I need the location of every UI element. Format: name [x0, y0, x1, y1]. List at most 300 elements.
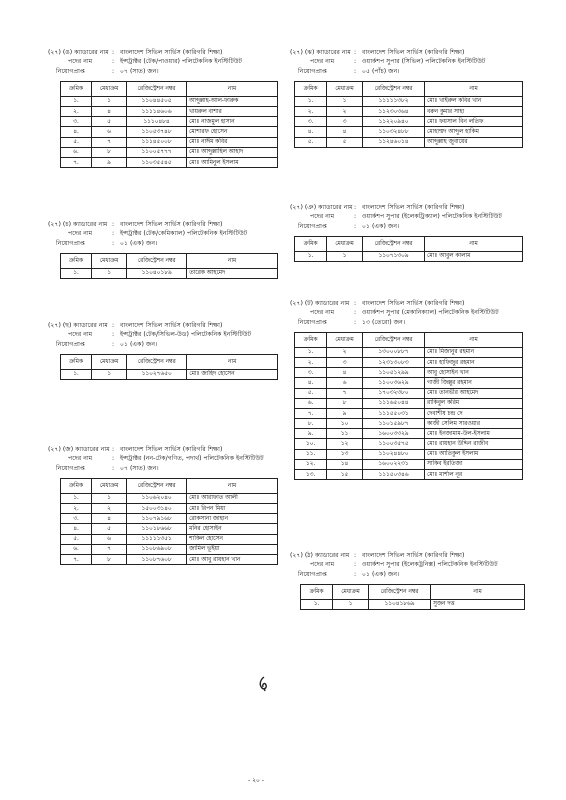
registration-header: রেজিস্ট্রেশন নম্বর [127, 478, 187, 493]
registration-header: রেজিস্ট্রেশন নম্বর [127, 253, 187, 268]
appointee-table [60, 81, 278, 168]
merit-cell: ৪ [91, 106, 126, 116]
table-row [295, 459, 523, 469]
merit-cell: ৫ [91, 117, 126, 127]
registration-cell: ১১০৮৬৯০৮ [127, 544, 187, 554]
cader-name: বাংলাদেশ সিভিল সার্ভিস (কারিগরি শিক্ষা) [120, 446, 223, 453]
appointee-table [60, 478, 278, 565]
required-label: নিয়োগপ্রাপ্ত [56, 341, 85, 349]
name-cell: আব্দুল্লাহ জুবায়ের [425, 137, 523, 147]
serial-cell: ৬. [295, 398, 327, 408]
registration-cell: ১১০৫১২৯৯ [363, 368, 425, 378]
colon: : [112, 68, 115, 76]
name-cell: রোকসানা জাহান [187, 514, 278, 524]
registration-cell: ১১১১৪৬০৬ [127, 106, 187, 116]
required-count [48, 240, 278, 249]
registration-cell: ১১২৪৬০১৪ [363, 137, 425, 147]
table-row [295, 357, 523, 367]
required-label: নিয়োগপ্রাপ্ত [298, 319, 327, 327]
registration-cell: ১১০০৫৭৭৭ [127, 147, 187, 157]
registration-header: রেজিস্ট্রেশন নম্বর [363, 236, 425, 251]
serial-cell: ১. [61, 96, 92, 106]
section-header [290, 49, 530, 66]
table-row [61, 493, 278, 503]
post-label: পদের নাম [310, 560, 335, 568]
merit-cell: ৫ [327, 137, 363, 147]
section-prefix: (২৭) (ঝ) [290, 49, 315, 56]
table-row [295, 251, 523, 261]
merit-cell: ১৪ [327, 459, 363, 469]
table-row [295, 106, 523, 116]
name-cell: মোঃ রিপন মিয়া [187, 503, 278, 513]
required-label: নিয়োগপ্রাপ্ত [56, 68, 85, 76]
merit-cell: ১ [91, 96, 126, 106]
serial-header: ক্রমিক [61, 478, 92, 493]
required-count [290, 223, 530, 232]
table-row [295, 439, 523, 449]
cader-name: বাংলাদেশ সিভিল সার্ভিস (কারিগরি শিক্ষা) [362, 204, 465, 211]
post-name: ইন্সট্রাক্টর (টেক/সিভিল-উড) পলিটেকনিক ইনস্টিটিউট [120, 330, 252, 338]
merit-cell: ১ [327, 251, 363, 261]
name-header: নাম [425, 236, 523, 251]
serial-cell: ৮. [295, 419, 327, 429]
serial-header: ক্রমিক [61, 354, 92, 369]
serial-cell: ১. [295, 347, 327, 357]
required-count [48, 68, 278, 77]
serial-cell: ৯. [295, 429, 327, 439]
name-cell: সুজন দত্ত [431, 599, 525, 609]
merit-cell: ৫ [92, 524, 127, 534]
required-value: ০৭ (সাত) জন। [120, 465, 159, 473]
table-row [61, 137, 278, 147]
serial-cell: ৪. [61, 127, 92, 137]
merit-cell: ১ [327, 96, 363, 106]
table-row [61, 554, 278, 564]
serial-cell: ৪. [295, 127, 327, 137]
post-name: ওয়ার্কশপ সুপার (মেকানিক্যাল) পলিটেকনিক ইনস্টিটিউট [362, 308, 499, 316]
name-cell: মোঃ আবু রায়হান খান [187, 554, 278, 564]
name-cell: মোঃ নাজমুল হাসান [186, 117, 277, 127]
required-value: ০১ (এক) জন। [120, 341, 158, 349]
cader-label: ক্যাডারের নাম [314, 552, 350, 559]
required-value: ০১ (এক) জন। [362, 571, 400, 579]
post-name: ইন্সট্রাক্টর (টেক/কেমিক্যাল) পলিটেকনিক ইনস্টিটিউট [120, 229, 248, 237]
merit-cell: ৬ [327, 378, 363, 388]
section-prefix: (২৭) (ঠ) [290, 552, 313, 559]
merit-cell: ৭ [92, 544, 127, 554]
table-row [295, 408, 523, 418]
serial-header: ক্রমিক [61, 81, 92, 96]
table-row [61, 503, 278, 513]
table-row [61, 157, 278, 167]
colon: : [354, 49, 357, 56]
merit-header: মেধাক্রম [92, 478, 127, 493]
page-number: - ২০ - [248, 777, 264, 784]
appointee-table [294, 332, 523, 480]
name-cell: মোঃ আমিনুল ইসলাম [186, 157, 277, 167]
serial-cell: ৬. [61, 544, 92, 554]
colon: : [354, 552, 357, 559]
required-label: নিয়োগপ্রাপ্ত [298, 571, 327, 579]
registration-cell: ১১০৮৭৬০৮ [127, 554, 187, 564]
section-prefix: (২৭) (জ) [48, 446, 74, 453]
appointee-table [60, 253, 278, 279]
serial-cell: ৫. [295, 388, 327, 398]
merit-cell: ১০ [327, 419, 363, 429]
serial-header: ক্রমিক [295, 81, 327, 96]
post-label: পদের নাম [310, 57, 335, 65]
cader-name: বাংলাদেশ সিভিল সার্ভিস (কারিগরি শিক্ষা) [362, 49, 465, 56]
colon: : [354, 212, 357, 220]
required-label: নিয়োগপ্রাপ্ত [298, 223, 327, 231]
merit-header: মেধাক্রম [333, 584, 369, 599]
cader-name: বাংলাদেশ সিভিল সার্ভিস (কারিগরি শিক্ষা) [362, 300, 465, 307]
registration-header: রেজিস্ট্রেশন নম্বর [369, 584, 431, 599]
name-cell: মোঃ খাইরুল কবির খান [425, 96, 523, 106]
name-cell: মনির হোসাইন [187, 524, 278, 534]
section-prefix: (২৭) (ট) [290, 300, 314, 307]
registration-cell: ১১০৭৯১৬৮ [127, 514, 187, 524]
registration-cell: ১২৩১৩০৮৩ [363, 357, 425, 367]
colon: : [354, 560, 357, 568]
post-name: ইন্সট্রাক্টর (টেক/পাওয়ার) পলিটেকনিক ইনস্টিটিউট [120, 57, 243, 65]
colon: : [354, 308, 357, 316]
registration-header: রেজিস্ট্রেশন নম্বর [363, 332, 425, 347]
table-header-row [61, 354, 278, 369]
merit-cell: ৮ [92, 554, 127, 564]
colon: : [112, 49, 115, 56]
required-label: নিয়োগপ্রাপ্ত [56, 240, 85, 248]
merit-cell: ৮ [327, 398, 363, 408]
registration-cell: ১১০৪৪৫০৫ [127, 96, 187, 106]
cader-name: বাংলাদেশ সিভিল সার্ভিস (কারিগরি শিক্ষা) [120, 49, 223, 56]
registration-cell: ১১০০৩৬২৯ [363, 378, 425, 388]
serial-cell: ৪. [295, 378, 327, 388]
colon: : [112, 57, 115, 65]
section-27-ja [48, 446, 278, 565]
name-header: নাম [187, 478, 278, 493]
registration-header: রেজিস্ট্রেশন নম্বর [127, 81, 187, 96]
section-header [290, 204, 530, 221]
appointee-table [294, 81, 523, 148]
table-header-row [295, 332, 523, 347]
table-row [295, 117, 523, 127]
serial-cell: ২. [61, 503, 92, 513]
name-cell: সাকিব ইরতিজা [425, 459, 523, 469]
name-cell: গাজী জিল্লুর রহমান [425, 378, 523, 388]
registration-cell: ১৭০৩২৩৮০ [363, 388, 425, 398]
registration-cell: ১১০৪০১৮৯ [127, 268, 187, 278]
merit-cell: ১২ [327, 439, 363, 449]
table-row [301, 599, 525, 609]
name-header: নাম [187, 354, 278, 369]
serial-cell: ৫. [61, 534, 92, 544]
serial-cell: ১. [295, 251, 327, 261]
colon: : [112, 446, 115, 453]
name-cell: মোঃ নাঈম কবির [186, 137, 277, 147]
name-cell: শাকিল হোসেন [187, 534, 278, 544]
name-cell: মোঃ তানভীর আহমেদ [425, 388, 523, 398]
name-cell: মোঃ আব্দুল্লাহিল আহাদ [186, 147, 277, 157]
registration-cell: ১১১৫৫০৩১ [363, 408, 425, 418]
merit-header: মেধাক্রম [327, 81, 363, 96]
cader-label: ক্যাডারের নাম [318, 204, 353, 211]
post-name: ওয়ার্কশপ সুপার (সিভিল) পলিটেকনিক ইনস্টিটিউট [362, 57, 486, 65]
serial-cell: ১৩. [295, 470, 327, 480]
name-cell: মোশারফ হোসেন [186, 127, 277, 137]
registration-cell: ১১১৬৫০৪৪ [363, 398, 425, 408]
merit-cell: ৯ [327, 408, 363, 418]
table-row [295, 378, 523, 388]
section-prefix: (২৭) (চ) [48, 221, 72, 228]
colon: : [112, 341, 115, 349]
required-label: নিয়োগপ্রাপ্ত [56, 465, 85, 473]
serial-cell: ৭. [61, 157, 92, 167]
registration-cell: ১১০৫৩৭৪৮ [127, 127, 187, 137]
cader-name: বাংলাদেশ সিভিল সার্ভিস (কারিগরি শিক্ষা) [120, 322, 223, 329]
merit-cell: ৬ [92, 534, 127, 544]
table-row [61, 534, 278, 544]
name-header: নাম [187, 253, 278, 268]
registration-cell: ১১০২৪৪৮০ [363, 449, 425, 459]
name-cell: মোঃ জাহিদ হোসেন [187, 369, 278, 379]
colon: : [354, 204, 357, 211]
name-cell: মোঃ মিজানুর রহমান [425, 347, 523, 357]
section-27-ta [290, 300, 530, 480]
colon: : [112, 465, 115, 473]
registration-cell: ১৬০০৩৩২৯ [363, 429, 425, 439]
name-header: নাম [431, 584, 525, 599]
required-count [290, 68, 530, 77]
name-cell: মোঃ আরাফাত আলী [187, 493, 278, 503]
merit-cell: ৭ [91, 137, 126, 147]
name-cell: মোঃ মার্শাল নূর [425, 470, 523, 480]
serial-cell: ৬. [61, 147, 92, 157]
section-27-uma [48, 49, 278, 168]
registration-cell: ১১০৪১৮৬৯ [369, 599, 431, 609]
section-header [48, 221, 278, 238]
name-cell: মোঃ আতিকুল ইসলাম [425, 449, 523, 459]
table-row [61, 117, 278, 127]
table-row [295, 449, 523, 459]
section-prefix: (২৭) (ঞ) [290, 204, 317, 211]
serial-cell: ১. [301, 599, 333, 609]
required-value: ০১ (এক) জন। [120, 240, 158, 248]
table-row [295, 398, 523, 408]
table-row [295, 368, 523, 378]
merit-cell: ১ [333, 599, 369, 609]
section-27-chha [48, 322, 278, 380]
registration-cell: ১১০০৩৫৭৫ [363, 439, 425, 449]
serial-cell: ১০. [295, 439, 327, 449]
merit-cell: ১ [92, 268, 127, 278]
appointee-table [300, 584, 525, 610]
merit-cell: ২ [92, 503, 127, 513]
colon: : [112, 330, 115, 338]
cader-name: বাংলাদেশ সিভিল সার্ভিস (কারিগরি শিক্ষা) [362, 552, 465, 559]
name-cell: মোঃ আবুল কালাম [425, 251, 523, 261]
section-header [290, 300, 530, 317]
table-row [295, 470, 523, 480]
required-label: নিয়োগপ্রাপ্ত [298, 68, 327, 76]
section-27-nya [290, 204, 530, 262]
serial-cell: ১. [295, 96, 327, 106]
section-27-jha [290, 49, 530, 148]
name-header: নাম [186, 81, 277, 96]
colon: : [354, 300, 357, 307]
merit-header: মেধাক্রম [327, 332, 363, 347]
table-row [295, 347, 523, 357]
registration-cell: ১৫০০৩১৪০ [127, 503, 187, 513]
registration-cell: ১১০৬২০৪০ [127, 493, 187, 503]
merit-cell: ১৫ [327, 470, 363, 480]
registration-cell: ১৩০০০৮৮৭ [363, 347, 425, 357]
cader-label: ক্যাডারের নাম [316, 49, 351, 56]
table-row [295, 388, 523, 398]
name-cell: মোঃ হাফিজুর রহমান [425, 357, 523, 367]
table-row [61, 96, 278, 106]
table-row [295, 137, 523, 147]
merit-cell: ৪ [327, 127, 363, 137]
table-row [61, 106, 278, 116]
merit-cell: ১ [92, 493, 127, 503]
name-cell: বরুন কুমার সাহা [425, 106, 523, 116]
merit-cell: ৪ [327, 368, 363, 378]
serial-cell: ৫. [61, 137, 92, 147]
post-label: পদের নাম [68, 330, 93, 338]
serial-cell: ২. [61, 106, 92, 116]
cader-name: বাংলাদেশ সিভিল সার্ভিস (কারিগরি শিক্ষা) [120, 221, 223, 228]
registration-cell: ১১০১৮৬৬৮ [127, 524, 187, 534]
name-cell: খায়রুল বাশার [186, 106, 277, 116]
serial-cell: ১. [61, 369, 92, 379]
registration-cell: ১১০৩২৪৮৮ [363, 127, 425, 137]
merit-cell: ৯ [91, 157, 126, 167]
name-cell: মোঃ ফয়সাল বিন লতিফ [425, 117, 523, 127]
registration-cell: ১১১৪৫০০৮ [127, 137, 187, 147]
post-label: পদের নাম [310, 212, 335, 220]
serial-cell: ৩. [61, 514, 92, 524]
serial-cell: ১. [61, 493, 92, 503]
registration-header: রেজিস্ট্রেশন নম্বর [363, 81, 425, 96]
table-row [295, 127, 523, 137]
table-row [295, 429, 523, 439]
appointee-table [294, 236, 523, 262]
cader-label: ক্যাডারের নাম [73, 322, 108, 329]
colon: : [112, 240, 115, 248]
colon: : [112, 229, 115, 237]
registration-cell: ১১১৫০৩৪৬ [363, 470, 425, 480]
table-header-row [295, 236, 523, 251]
serial-cell: ৩. [61, 117, 92, 127]
registration-cell: ১১০৩৫৫৪৫ [127, 157, 187, 167]
name-header: নাম [425, 332, 523, 347]
name-cell: মোঃ ইনজামাম-উল-ইসলাম [425, 429, 523, 439]
merit-cell: ১ [92, 369, 127, 379]
required-value: ০৫ (পাঁচ) জন। [362, 68, 400, 76]
serial-cell: ৩. [295, 368, 327, 378]
table-row [61, 127, 278, 137]
merit-cell: ৮ [91, 147, 126, 157]
serial-cell: ৭. [295, 408, 327, 418]
registration-cell: ১১২৩০৩৬৪ [363, 106, 425, 116]
section-header [48, 49, 278, 66]
table-row [295, 419, 523, 429]
cader-label: ক্যাডারের নাম [72, 221, 108, 228]
serial-header: ক্রমিক [301, 584, 333, 599]
serial-cell: ১২. [295, 459, 327, 469]
table-header-row [301, 584, 525, 599]
section-header [48, 446, 278, 463]
name-cell: তারেক আহমেদ [187, 268, 278, 278]
required-value: ০১ (এক) জন। [362, 223, 400, 231]
merit-cell: ১৩ [327, 449, 363, 459]
name-cell: রাকিবুল করিম [425, 398, 523, 408]
table-row [61, 514, 278, 524]
merit-cell: ৩ [327, 117, 363, 127]
serial-cell: ১. [61, 268, 92, 278]
merit-cell: ২ [327, 347, 363, 357]
required-value: ০৭ (সাত) জন। [120, 68, 159, 76]
serial-cell: ৪. [61, 524, 92, 534]
colon: : [354, 571, 357, 579]
required-count [48, 465, 278, 474]
signature-mark [258, 676, 270, 692]
merit-cell: ৭ [327, 388, 363, 398]
merit-cell: ৪ [92, 514, 127, 524]
table-row [61, 524, 278, 534]
post-label: পদের নাম [68, 454, 93, 462]
merit-header: মেধাক্রম [327, 236, 363, 251]
table-header-row [61, 253, 278, 268]
required-count [290, 571, 530, 580]
name-cell: জামিল ভূইয়া [187, 544, 278, 554]
merit-header: মেধাক্রম [91, 81, 126, 96]
registration-header: রেজিস্ট্রেশন নম্বর [127, 354, 187, 369]
cader-label: ক্যাডারের নাম [74, 49, 109, 56]
merit-cell: ৬ [91, 127, 126, 137]
colon: : [354, 57, 357, 65]
post-name: ইন্সট্রাক্টর (নন-টেক/গণিত, পদার্থ) পলিটেকনিক ইনস্টিটিউট [120, 454, 264, 462]
table-header-row [61, 81, 278, 96]
colon: : [112, 322, 115, 329]
serial-cell: ২. [295, 357, 327, 367]
name-cell: কাজী সেলিম সারওয়ার [425, 419, 523, 429]
cader-label: ক্যাডারের নাম [315, 300, 350, 307]
section-27-cha [48, 221, 278, 279]
colon: : [354, 319, 357, 327]
table-row [61, 544, 278, 554]
serial-cell: ৭. [61, 554, 92, 564]
post-label: পদের নাম [310, 308, 335, 316]
name-cell: দেবাশীষ চন্দ্র দে [425, 408, 523, 418]
colon: : [354, 68, 357, 76]
table-row [61, 369, 278, 379]
registration-cell: ১১১০৪৮৪ [127, 117, 187, 127]
name-cell: আব্দুল্লাহ-আল-ফারুক [186, 96, 277, 106]
section-prefix: (২৭) (ঙ) [48, 49, 73, 56]
post-label: পদের নাম [68, 229, 93, 237]
cader-label: ক্যাডারের নাম [75, 446, 110, 453]
required-count [290, 319, 530, 328]
registration-cell: ১১০২৭৬৫০ [127, 369, 187, 379]
table-header-row [295, 81, 523, 96]
appointee-table [60, 354, 278, 380]
required-count [48, 341, 278, 350]
name-cell: আবু হোসাইন খান [425, 368, 523, 378]
serial-cell: ৫. [295, 137, 327, 147]
merit-cell: ১১ [327, 429, 363, 439]
